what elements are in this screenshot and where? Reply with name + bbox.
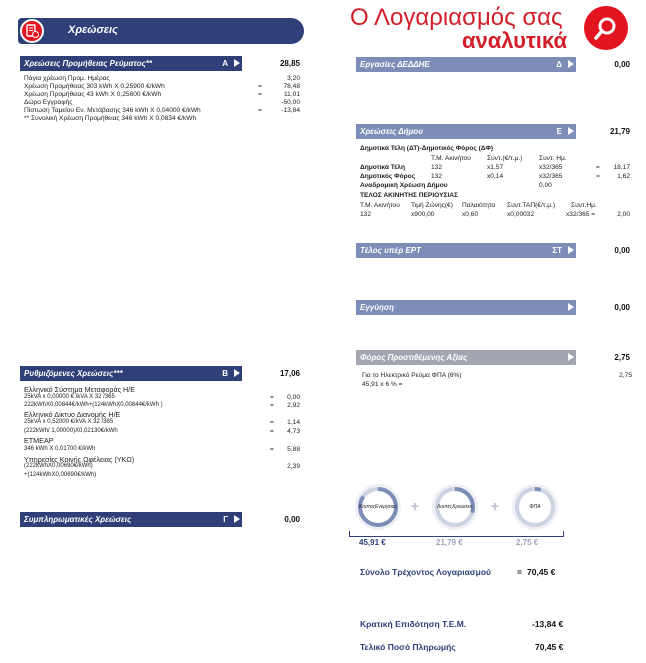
- summary-bracket: [349, 531, 564, 537]
- section-title: Εργασίες ΔΕΔΔΗΕ: [360, 60, 430, 69]
- muni-row-coef: x1,57: [487, 164, 504, 171]
- circle-label-line: Κόστος: [358, 504, 376, 510]
- muni-row-label: Δημοτικός Φόρος: [360, 173, 416, 180]
- vat-header: [356, 350, 576, 365]
- municipal-amount: 21,79: [609, 127, 630, 136]
- supply-line-label: Δώρο Εγγραφής: [24, 99, 73, 106]
- current-total-label: Σύνολο Τρέχοντος Λογαριασμού: [360, 567, 491, 577]
- muni-row-value: 1,62: [617, 173, 630, 180]
- charges-header-bar: [18, 18, 304, 44]
- guarantee-header: [356, 300, 576, 315]
- section-letter: Ε: [556, 127, 562, 136]
- tap-value: 2,00: [617, 211, 630, 218]
- regulated-line-label: 346 kWh X 0,01700 €/kWh: [24, 446, 96, 452]
- supply-charges-header: [20, 56, 242, 71]
- circle-label-line: Χρεώσεις: [452, 504, 474, 510]
- regulated-line-eq: =: [270, 402, 274, 409]
- regulated-line-label: ΕΤΜΕΑΡ: [24, 436, 54, 445]
- regulated-line-label: 222kWhX0,00844€/kWh+(124kWhX0,00844€/kWh ): [24, 402, 163, 408]
- supply-line-eq: =: [258, 107, 262, 114]
- summary-circle-value: 45,91 €: [359, 538, 386, 547]
- tap-header-area: Τ.Μ. Ακινήτου: [360, 202, 400, 209]
- col-header-days: Συντ. Ημ.: [539, 155, 567, 162]
- vat-amount: 2,75: [614, 353, 630, 362]
- regulated-line-label: (222kWhX0,00690€/kWh): [24, 463, 93, 469]
- tap-zone: x900,00: [411, 211, 435, 218]
- circle-label-line: Ενέργειας: [375, 504, 398, 510]
- magnifier-icon: [584, 6, 628, 50]
- regulated-amount: 17,06: [279, 369, 300, 378]
- ert-header: [356, 243, 576, 258]
- tap-header-coef: Συντ.ΤΑΠ(€/τ.μ.): [507, 202, 556, 209]
- tap-header-age: Παλαιότητα: [462, 202, 496, 209]
- vat-formula: 45,91 x 6 % =: [362, 381, 403, 388]
- supply-line-value: -50,00: [281, 99, 300, 106]
- section-title: Χρεώσεις Προμήθειας Ρεύματος**: [24, 59, 152, 68]
- circle-label-line: Λοιπές: [436, 504, 453, 510]
- regulated-line-value: 1,14: [287, 419, 300, 426]
- tap-title: ΤΕΛΟΣ ΑΚΙΝΗΤΗΣ ΠΕΡΙΟΥΣΙΑΣ: [360, 192, 459, 199]
- supply-line-eq: =: [258, 91, 262, 98]
- muni-row-label: Δημοτικά Τέλη: [360, 164, 405, 171]
- plus-sign: +: [491, 498, 500, 514]
- supply-line-value: 78,48: [283, 83, 300, 90]
- muni-row-days: x32/365: [539, 173, 563, 180]
- section-title: Φόρος Προστιθέμενης Αξίας: [360, 353, 468, 362]
- arrow-right-icon: [568, 60, 574, 68]
- regulated-line-label: Ελληνικό Δίκτυο Διανομής Η/Ε: [24, 410, 121, 419]
- summary-circle: [512, 484, 558, 530]
- final-amount-label: Τελικό Ποσό Πληρωμής: [360, 642, 456, 652]
- supply-line-label: Χρέωση Προμήθειας 303 kWh X 0,25900 €/kWh: [24, 83, 165, 90]
- regulated-charges-header: [20, 366, 242, 381]
- guarantee-amount: 0,00: [614, 303, 630, 312]
- circle-label-line: ΦΠΑ: [529, 504, 541, 510]
- regulated-line-eq: =: [270, 428, 274, 435]
- section-letter: Δ: [556, 60, 562, 69]
- muni-row-coef: x0,14: [487, 173, 504, 180]
- section-letter: Γ: [223, 515, 228, 524]
- regulated-line-eq: =: [270, 419, 274, 426]
- tap-days: x32/365 =: [566, 211, 596, 218]
- section-title: Χρεώσεις Δήμου: [360, 127, 423, 136]
- arrow-right-icon: [234, 515, 240, 523]
- supply-line-value: -13,84: [281, 107, 300, 114]
- page-title: Χρεώσεις: [68, 24, 118, 36]
- section-title: Ρυθμιζόμενες Χρεώσεις***: [24, 369, 123, 378]
- supply-line-label: ** Συνολική Χρέωση Προμήθειας 346 kWh X 0,0834 €/kWh: [24, 115, 197, 122]
- regulated-line-value: 2,92: [287, 402, 300, 409]
- deddie-header: [356, 57, 576, 72]
- regulated-line-value: 5,88: [287, 446, 300, 453]
- tap-coef: x0,00032: [507, 211, 535, 218]
- section-letter: A: [222, 59, 228, 68]
- regulated-line-value: 0,00: [287, 394, 300, 401]
- summary-circle-label: [358, 491, 398, 523]
- tap-header-days: Συντ.Ημ.: [571, 202, 597, 209]
- supply-line-value: 3,20: [287, 75, 300, 82]
- final-amount-value: 70,45 €: [535, 642, 564, 652]
- plus-sign: +: [411, 498, 420, 514]
- misc-charges-header: [20, 512, 242, 527]
- supply-line-label: Πίστωση Ταμείου Εν. Μετάβασης 346 kWh X 0,04000 €/kWh: [24, 107, 201, 114]
- vat-line-value: 2,75: [619, 372, 632, 379]
- brand-subtitle: αναλυτικά: [462, 28, 567, 53]
- col-header-area: Τ.Μ. Ακινήτου: [431, 155, 471, 162]
- section-title: Τέλος υπέρ ΕΡΤ: [360, 246, 421, 255]
- arrow-right-icon: [568, 246, 574, 254]
- subsidy-value: -13,84 €: [532, 619, 564, 629]
- misc-amount: 0,00: [284, 515, 300, 524]
- summary-circle: [355, 484, 401, 530]
- municipal-subtitle: Δημοτικά Τέλη (ΔΤ)-Δημοτικός Φόρος (ΔΦ): [360, 145, 494, 152]
- section-letter: B: [222, 369, 228, 378]
- bill-icon: [20, 19, 44, 43]
- arrow-right-icon: [234, 369, 240, 377]
- supply-amount: 28,85: [279, 59, 300, 68]
- supply-line-label: Πάγια χρέωση Προμ. Ημέρας: [24, 75, 110, 82]
- section-title: Εγγύηση: [360, 303, 395, 312]
- arrow-right-icon: [568, 353, 574, 361]
- arrow-right-icon: [568, 303, 574, 311]
- supply-line-label: Χρέωση Προμήθειας 43 kWh X 0,25600 €/kWh: [24, 91, 162, 98]
- section-letter: ΣΤ: [552, 246, 562, 255]
- current-total-eq: =: [517, 567, 522, 577]
- muni-row-area: 132: [431, 164, 443, 171]
- ert-amount: 0,00: [614, 246, 630, 255]
- tap-age: x0,60: [462, 211, 479, 218]
- summary-circle-value: 2,75 €: [516, 538, 539, 547]
- reattr-value: 0,00: [539, 182, 552, 189]
- municipal-header: [356, 124, 576, 139]
- muni-row-value: 18,17: [613, 164, 630, 171]
- regulated-line-value: 4,73: [287, 428, 300, 435]
- summary-circle-value: 21,79 €: [436, 538, 463, 547]
- regulated-line-label: +(124kWhX0,00690€/kWh): [24, 472, 97, 478]
- regulated-line-eq: =: [270, 394, 274, 401]
- summary-circle-label: [519, 491, 551, 523]
- deddie-amount: 0,00: [614, 60, 630, 69]
- regulated-line-label: 25kVA x 0,00000 € /kVA X 32 /365: [24, 394, 115, 400]
- muni-row-area: 132: [431, 173, 443, 180]
- vat-line: Για το Ηλεκτρικό Ρεύμα ΦΠΑ (6%): [362, 372, 462, 379]
- summary-circle-label: [436, 491, 474, 523]
- regulated-line-label: Ελληνικό Σύστημα Μεταφοράς Η/Ε: [24, 385, 136, 394]
- muni-row-eq: =: [596, 173, 600, 180]
- brand-title: Ο Λογαριασμός σας: [350, 4, 563, 31]
- muni-row-eq: =: [596, 164, 600, 171]
- regulated-line-label: Υπηρεσίες Κοινής Ωφέλειας (ΥΚΩ): [24, 455, 135, 464]
- current-total-value: 70,45 €: [527, 567, 556, 577]
- reattr-label: Αναδρομική Χρέωση Δήμου: [360, 182, 448, 189]
- regulated-line-value: 2,39: [287, 463, 300, 470]
- regulated-line-eq: =: [270, 446, 274, 453]
- regulated-line-label: 25kVA x 0,52000 €/kVA X 32 /365: [24, 419, 114, 425]
- summary-circle: [432, 484, 478, 530]
- subsidy-label: Κρατική Επιδότηση Τ.Ε.Μ.: [360, 619, 467, 629]
- tap-header-zone: Τιμή Ζώνης(€): [411, 202, 453, 209]
- arrow-right-icon: [568, 127, 574, 135]
- regulated-line-label: (222kWh/ 1,00000)X0,02130€/kWh: [24, 428, 118, 434]
- col-header-coef: Συντ.(€/τ.μ.): [487, 155, 523, 162]
- tap-area: 132: [360, 211, 372, 218]
- supply-line-value: 11,01: [283, 91, 300, 98]
- arrow-right-icon: [234, 59, 240, 67]
- supply-line-eq: =: [258, 83, 262, 90]
- muni-row-days: x32/365: [539, 164, 563, 171]
- section-title: Συμπληρωματικές Χρεώσεις: [24, 515, 132, 524]
